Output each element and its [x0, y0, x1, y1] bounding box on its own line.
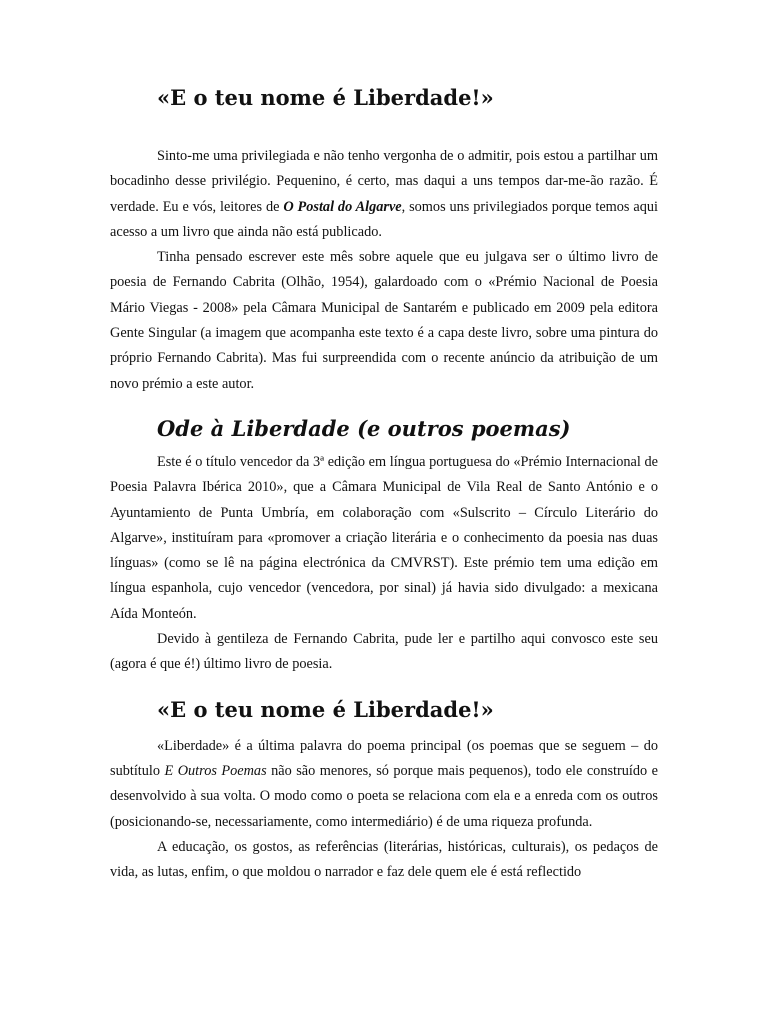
- paragraph-5-text-a: «Liberdade» é a última palavra do poema principal (os poemas que se seguem – do subtítulo: [110, 737, 658, 779]
- paragraph-5: [110, 734, 658, 835]
- article-title: «E o teu nome é Liberdade!»: [157, 85, 494, 110]
- paragraph-1-text-b: , somos uns privilegiados porque temos aqui acesso a um livro que ainda não está publicado.: [110, 198, 658, 240]
- subtitle-reference: E Outros Poemas: [164, 762, 267, 779]
- paragraph-6: A educação, os gostos, as referências (literárias, históricas, culturais), os pedaços de vida, as lutas, enfim, o que moldou o narrador e faz dele quem ele é está reflectido: [110, 838, 658, 881]
- paragraph-1-text-a: Sinto-me uma privilegiada e não tenho vergonha de o admitir, pois estou a partilhar um bocadinho desse privilégio. Pequenino, é certo, mas daqui a uns tempos dar-me-ão razão. É verdade. Eu e vós, leitores de: [110, 148, 658, 215]
- article-body: [110, 80, 658, 885]
- section-heading-liberdade: «E o teu nome é Liberdade!»: [157, 696, 494, 722]
- paragraph-1: [110, 144, 658, 245]
- paragraph-5-text-b: não são menores, só porque mais pequenos), todo ele construído e desenvolvido à sua volta. O modo como o poeta se relaciona com ela e a enreda com os outros (posicionando-se, necessariamente, como intermediário) é de uma riqueza profunda.: [110, 762, 658, 830]
- paragraph-4: Devido à gentileza de Fernando Cabrita, pude ler e partilho aqui convosco este seu (agora é que é!) último livro de poesia.: [110, 631, 658, 673]
- section-heading-ode: Ode à Liberdade (e outros poemas): [157, 415, 571, 441]
- newspaper-title: O Postal do Algarve: [283, 198, 402, 215]
- paragraph-2: Tinha pensado escrever este mês sobre aquele que eu julgava ser o último livro de poesia de Fernando Cabrita (Olhão, 1954), galardoado com o «Prémio Nacional de Poesia Mário Viegas - 2008» pela Câmara Municipal de Santarém e publicado em 2009 pela editora Gente Singular (a imagem que acompanha este texto é a capa deste livro, sobre uma pintura do próprio Fernando Cabrita). Mas fui surpreendida com o recente anúncio da atribuição de um novo prémio a este autor.: [110, 249, 658, 392]
- paragraph-3: Este é o título vencedor da 3ª edição em língua portuguesa do «Prémio Internacional de Poesia Palavra Ibérica 2010», que a Câmara Municipal de Vila Real de Santo António e o Ayuntamiento de Punta Umbría, em colaboração com «Sulscrito – Círculo Literário do Algarve», instituíram para «promover a criação literária e o conhecimento da poesia nas duas línguas» (como se lê na página electrónica da CMVRST). Este prémio tem uma edição em língua espanhola, cujo vencedor (vencedora, por sinal) já havia sido divulgado: a mexicana Aída Monteón.: [110, 453, 658, 622]
